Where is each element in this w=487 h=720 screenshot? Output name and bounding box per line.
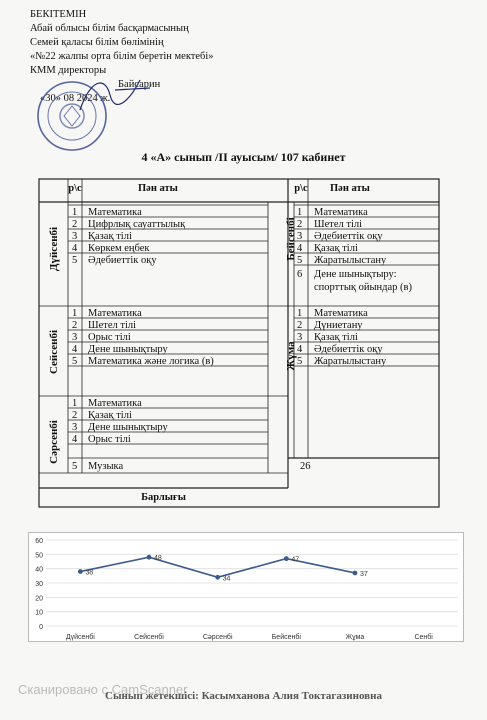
y-tick-label: 30: [35, 581, 43, 588]
lesson-number: 2: [72, 410, 78, 421]
lesson-number: 3: [72, 422, 78, 433]
lesson-subject: Цифрлық сауаттылық: [88, 219, 186, 230]
lesson-subject: Әдебиеттік оқу: [314, 344, 383, 355]
lesson-number: 4: [72, 434, 78, 445]
lesson-subject: Математика: [88, 308, 142, 319]
lessons-per-day-chart: [28, 532, 464, 642]
lesson-subject: Дүниетану: [314, 320, 363, 331]
day-label-thursday: Бейсенбі: [285, 217, 297, 261]
lesson-number: 6: [297, 269, 303, 280]
total-label: Барлығы: [141, 492, 186, 503]
x-tick-label: Жұма: [345, 634, 365, 641]
lesson-subject: Жаратылыстану: [314, 356, 387, 367]
lesson-subject: Орыс тілі: [88, 434, 131, 445]
director-signature: [20, 60, 180, 120]
approval-line: КММ директоры: [30, 65, 107, 76]
lesson-subject: Қазақ тілі: [314, 332, 358, 343]
y-tick-label: 20: [35, 595, 43, 603]
director-name: Байсарин: [118, 79, 161, 90]
data-point: [353, 571, 358, 576]
lesson-subject: Жаратылыстану: [314, 255, 387, 266]
schedule-title: 4 «А» сынып /ІІ ауысым/ 107 кабинет: [141, 150, 346, 164]
lesson-number: 5: [72, 461, 78, 472]
lesson-subject: Әдебиеттік оқу: [88, 255, 157, 266]
approval-line: Семей қаласы білім бөлімінің: [30, 37, 164, 48]
lesson-number: 5: [297, 356, 303, 367]
day-label-wednesday: Сәрсенбі: [48, 420, 60, 464]
chart-frame: [29, 533, 464, 642]
lesson-subject: Дене шынықтыру: [88, 344, 168, 355]
lesson-subject: Математика: [314, 207, 368, 218]
lesson-number: 2: [72, 320, 78, 331]
total-lessons-value: 26: [300, 461, 311, 472]
lesson-number: 1: [72, 398, 78, 409]
lesson-subject: Музыка: [88, 461, 124, 472]
lesson-subject: спорттық ойындар (в): [314, 282, 412, 293]
data-label: 48: [154, 555, 162, 563]
y-tick-label: 50: [35, 552, 43, 560]
x-tick-label: Бейсенбі: [271, 634, 301, 641]
y-tick-label: 40: [35, 566, 43, 574]
x-tick-label: Сәрсенбі: [202, 634, 233, 641]
data-label: 34: [222, 575, 231, 583]
lesson-number: 2: [297, 219, 303, 230]
lesson-number: 1: [297, 207, 303, 218]
lesson-number: 4: [72, 243, 78, 254]
data-label: 47: [291, 556, 300, 564]
camscanner-watermark: Сканировано с CamScanner: [18, 682, 188, 697]
lesson-number: 1: [72, 308, 78, 319]
day-label-friday: Жұма: [285, 341, 297, 371]
lesson-subject: Әдебиеттік оқу: [314, 231, 383, 242]
approval-line: Абай облысы білім басқармасының: [30, 23, 189, 34]
lesson-number: 3: [297, 332, 303, 343]
col-header-number: р\с: [68, 183, 82, 194]
lesson-subject: Көркем еңбек: [88, 243, 150, 254]
lesson-number: 4: [72, 344, 78, 355]
day-label-monday: Дүйсенбі: [48, 226, 60, 272]
col-header-number: р\с: [294, 183, 308, 194]
lesson-subject: Шетел тілі: [88, 320, 137, 331]
x-tick-label: Дүйсенбі: [65, 634, 95, 641]
lesson-number: 1: [297, 308, 303, 319]
data-point: [78, 569, 83, 574]
lesson-subject: Дене шынықтыру:: [314, 269, 397, 280]
x-tick-label: Сенбі: [414, 634, 433, 641]
data-point: [284, 556, 289, 561]
col-header-subject: Пән аты: [330, 183, 370, 194]
col-header-subject: Пән аты: [138, 183, 178, 194]
y-tick-label: 60: [35, 538, 43, 545]
lesson-subject: Орыс тілі: [88, 332, 131, 343]
lesson-number: 3: [72, 332, 78, 343]
lesson-number: 5: [297, 255, 303, 266]
lesson-subject: Дене шынықтыру: [88, 422, 168, 433]
lesson-number: 4: [297, 344, 303, 355]
lesson-subject: Қазақ тілі: [88, 410, 132, 421]
schedule-table: [38, 178, 440, 508]
day-label-tuesday: Сейсенбі: [48, 329, 60, 375]
data-point: [215, 575, 220, 580]
data-point: [147, 555, 152, 560]
lesson-subject: Математика: [88, 207, 142, 218]
data-label: 38: [85, 569, 94, 577]
data-label: 37: [360, 570, 368, 578]
y-tick-label: 0: [39, 624, 43, 631]
lesson-number: 1: [72, 207, 78, 218]
approval-line: БЕКІТЕМІН: [30, 9, 87, 20]
lesson-number: 3: [297, 231, 303, 242]
lesson-number: 5: [72, 255, 78, 266]
lesson-subject: Қазақ тілі: [88, 231, 132, 242]
lesson-number: 4: [297, 243, 303, 254]
lesson-number: 2: [72, 219, 78, 230]
x-tick-label: Сейсенбі: [134, 634, 164, 641]
lesson-subject: Математика: [88, 398, 142, 409]
lesson-number: 3: [72, 231, 78, 242]
lesson-number: 5: [72, 356, 78, 367]
approval-line: «№22 жалпы орта білім беретін мектебі»: [30, 51, 214, 62]
lesson-subject: Қазақ тілі: [314, 243, 358, 254]
lesson-subject: Математика: [314, 308, 368, 319]
y-tick-label: 10: [35, 609, 43, 617]
lesson-subject: Шетел тілі: [314, 219, 363, 230]
lesson-number: 2: [297, 320, 303, 331]
approval-date: «30» 08 2024 ж.: [40, 93, 111, 104]
class-teacher-signature-line: Сынып жетекшісі: Касымханова Алия Токтагазиновна: [105, 690, 382, 702]
lesson-subject: Математика және логика (в): [88, 356, 214, 367]
